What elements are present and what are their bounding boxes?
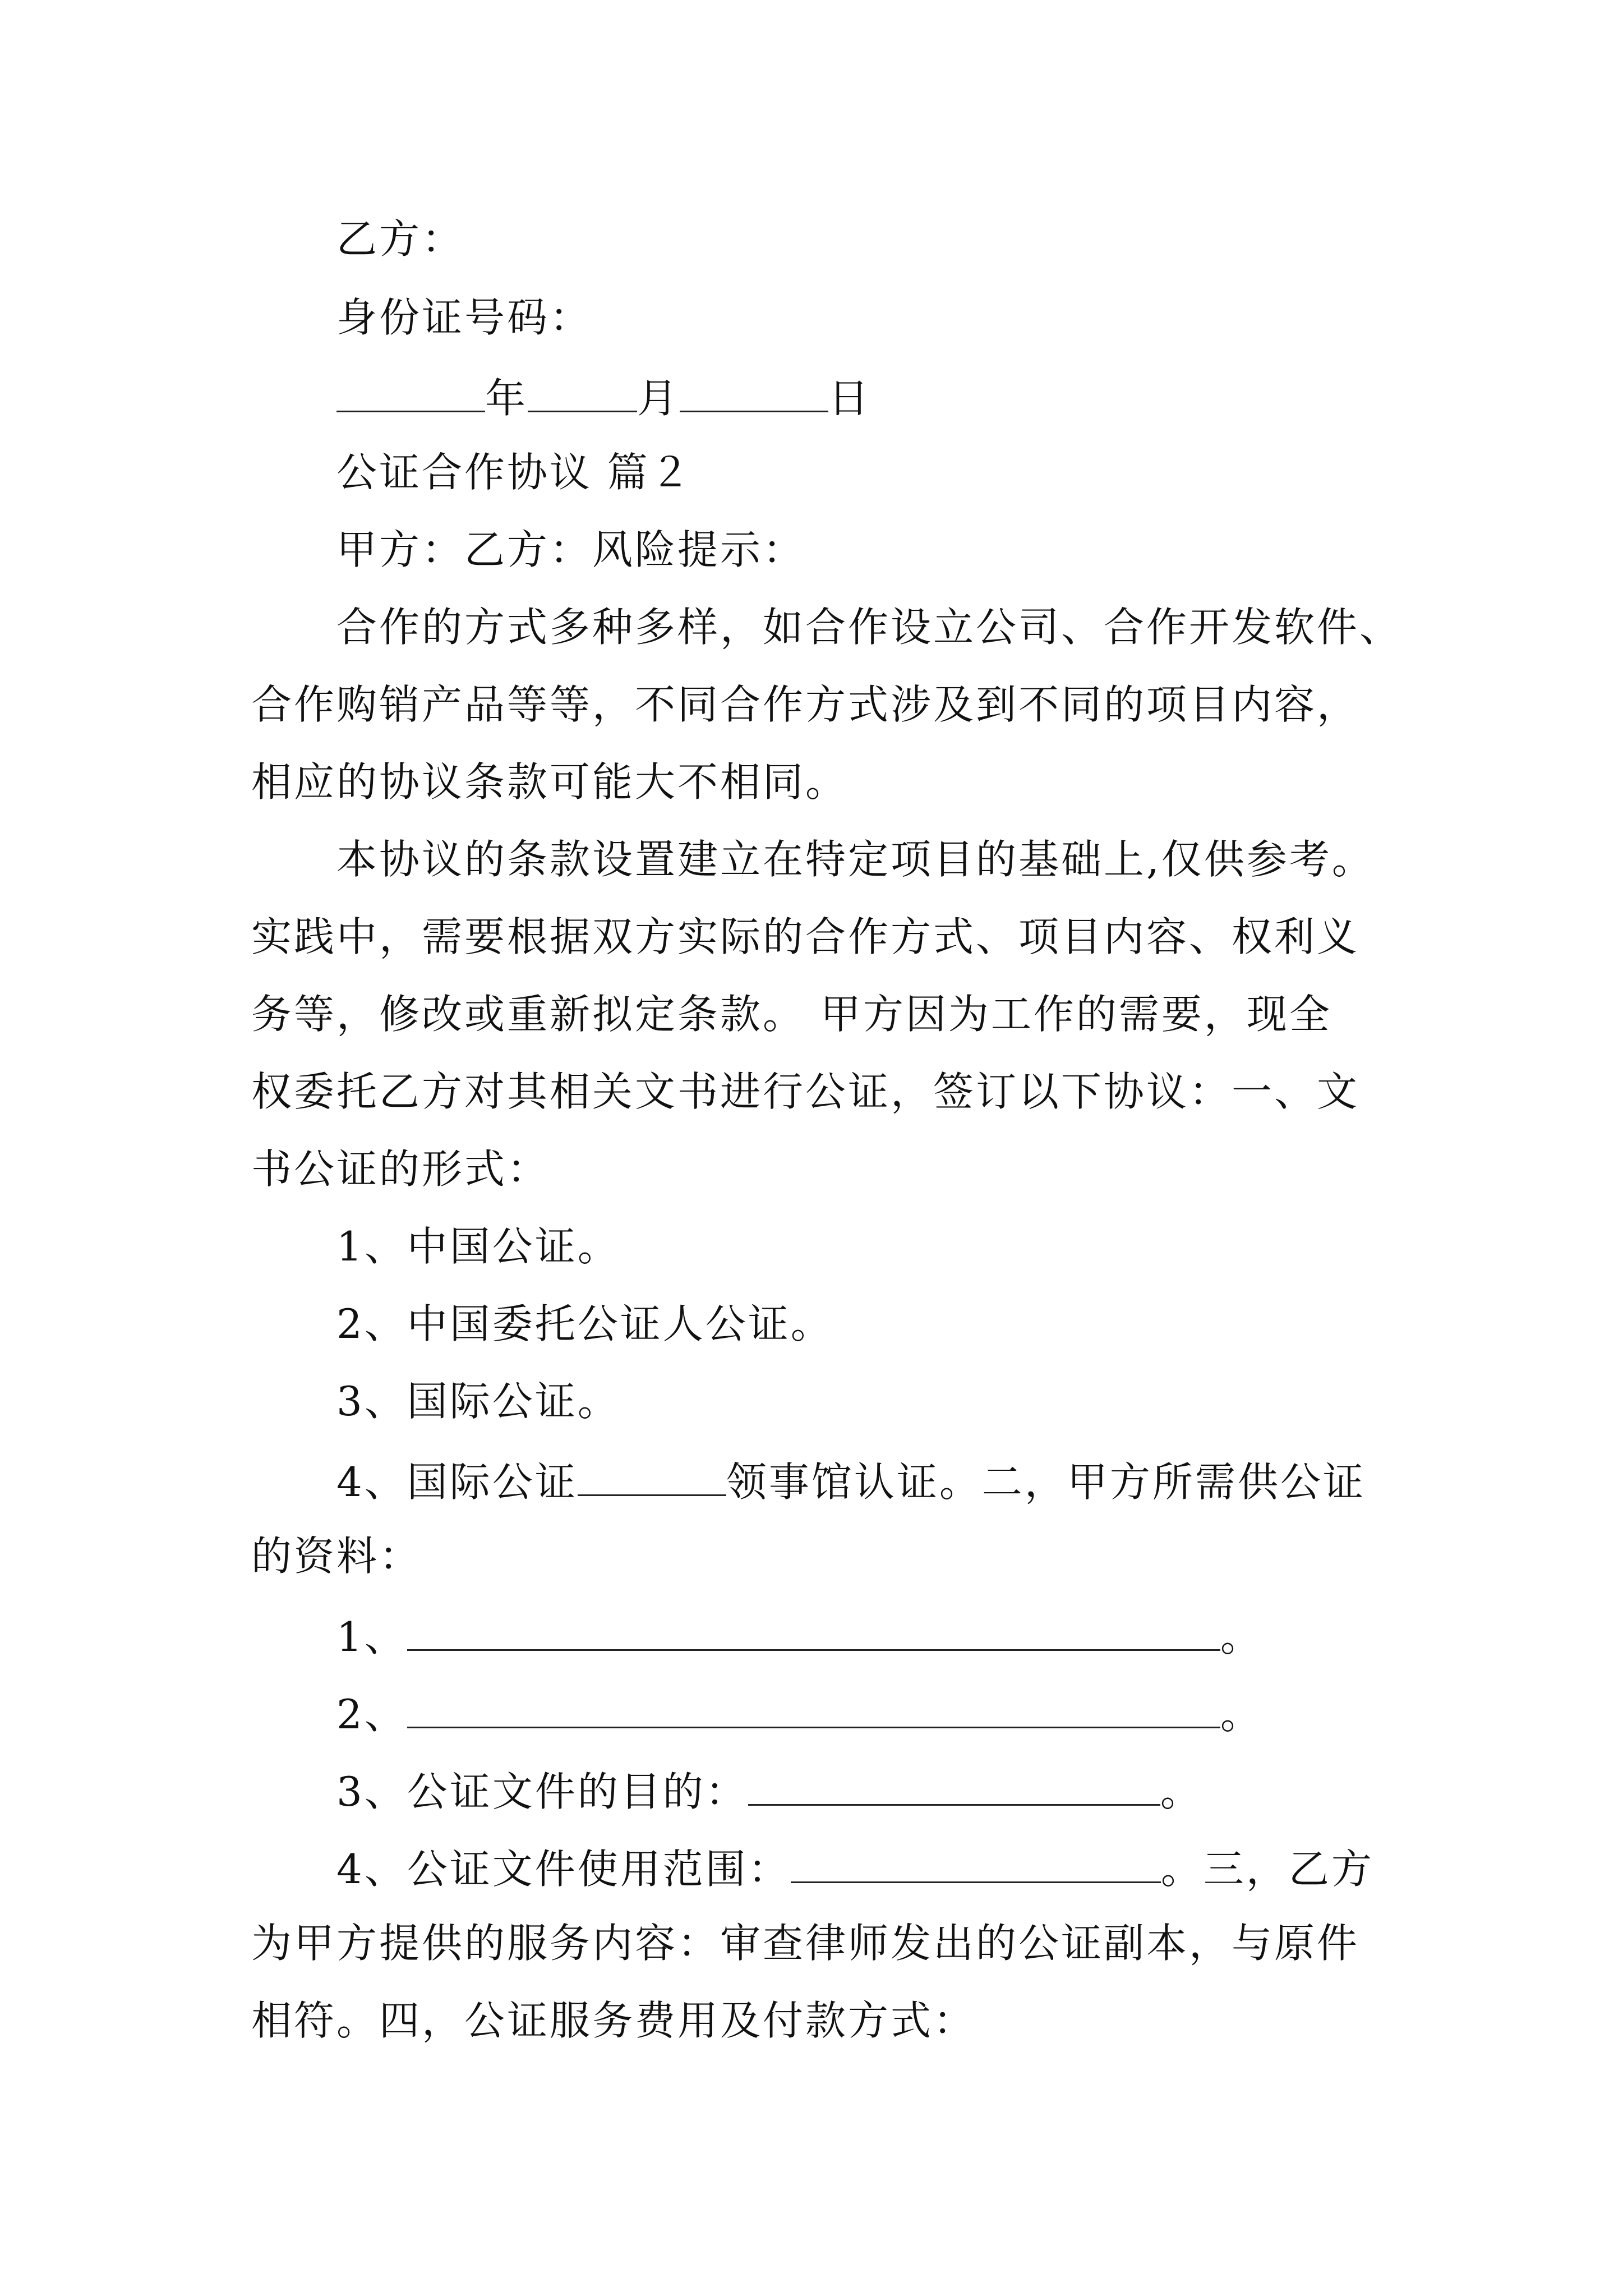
parties-line: 甲方：乙方：风险提示：	[336, 526, 806, 573]
material-number: 1、	[336, 1613, 407, 1660]
scope-blank	[791, 1846, 1161, 1883]
material-number: 2、	[336, 1691, 407, 1738]
para2-line: 实践中，需要根据双方实际的合作方式、项目内容、权利义	[251, 913, 1360, 960]
para1-line: 相应的协议条款可能大不相同。	[251, 758, 849, 806]
scope-suffix: 。三，乙方	[1160, 1846, 1374, 1893]
id-number-label: 身份证号码：	[336, 294, 593, 341]
period: 。	[1220, 1613, 1263, 1660]
form-item: 3、国际公证。	[336, 1378, 620, 1425]
para2-line: 务等，修改或重新拟定条款。 甲方因为工作的需要，现全	[251, 991, 1332, 1038]
material-item-2	[336, 1691, 1263, 1738]
section-title: 公证合作协议 篇２	[336, 449, 693, 496]
purpose-blank	[748, 1768, 1160, 1806]
form-item: 2、中国委托公证人公证。	[336, 1300, 833, 1347]
para1-line: 合作购销产品等等，不同合作方式涉及到不同的项目内容，	[251, 681, 1360, 728]
material-blank	[407, 1691, 1220, 1728]
year-blank	[336, 375, 485, 412]
item4-suffix: 领事馆认证。二，甲方所需供公证	[726, 1458, 1366, 1506]
day-label: 日	[828, 375, 872, 422]
material-item-1	[336, 1613, 1263, 1660]
form-item: 1、中国公证。	[336, 1223, 620, 1270]
para2-line: 书公证的形式：	[251, 1145, 550, 1193]
material-blank	[407, 1613, 1220, 1651]
item4-prefix: 4、国际公证	[336, 1458, 578, 1506]
material-item-4	[336, 1846, 1374, 1893]
para1-line: 合作的方式多种多样，如合作设立公司、合作开发软件、	[336, 604, 1403, 651]
year-label: 年	[485, 375, 528, 422]
purpose-label: 3、公证文件的目的：	[336, 1768, 748, 1815]
form-item-4	[336, 1458, 1366, 1506]
closing-line: 相符。四，公证服务费用及付款方式：	[251, 1997, 976, 2044]
para2-line: 本协议的条款设置建立在特定项目的基础上,仅供参考。	[336, 836, 1375, 883]
month-label: 月	[637, 375, 680, 422]
consulate-blank	[578, 1458, 726, 1496]
period: 。	[1160, 1768, 1203, 1815]
scope-label: 4、公证文件使用范围：	[336, 1846, 791, 1893]
party-b-label: 乙方：	[336, 215, 465, 263]
material-item-3	[336, 1768, 1203, 1815]
period: 。	[1220, 1691, 1263, 1738]
month-blank	[528, 375, 637, 412]
closing-line: 为甲方提供的服务内容：审查律师发出的公证副本，与原件	[251, 1920, 1360, 1967]
para2-line: 权委托乙方对其相关文书进行公证，签订以下协议：一、文	[251, 1068, 1360, 1115]
date-row	[336, 375, 872, 422]
day-blank	[680, 375, 828, 412]
materials-label: 的资料：	[251, 1533, 422, 1580]
